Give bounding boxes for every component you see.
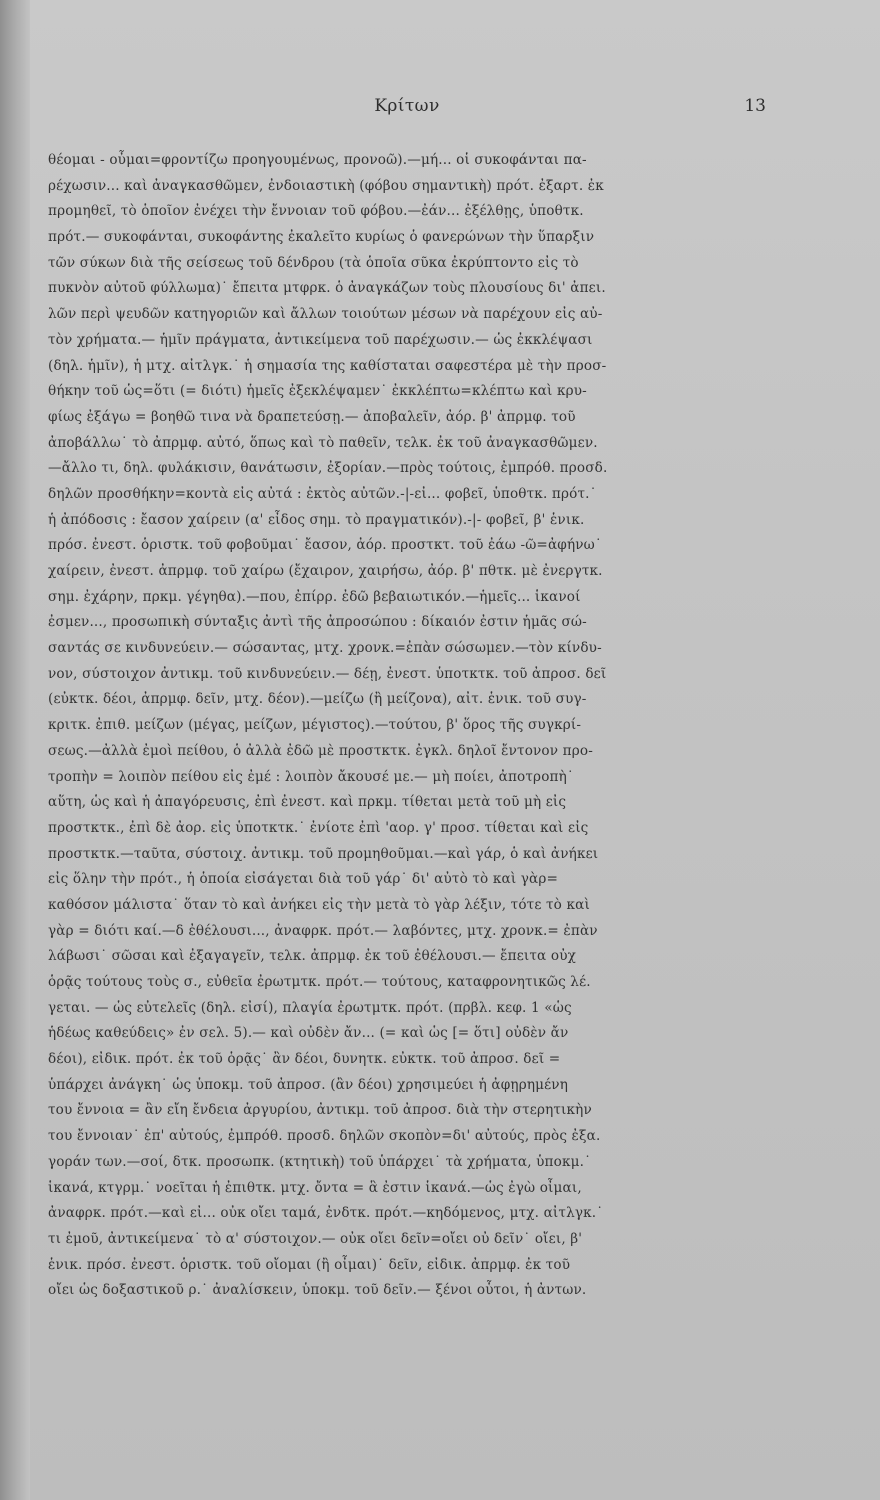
- text-line: ἀναφρκ. πρότ.—καὶ εἰ... οὐκ οἴει ταμά, ἐνδτκ. πρότ.—κηδόμενος, μτχ. αἰτλγκ.˙: [48, 1205, 604, 1222]
- text-line: τῶν σύκων διὰ τῆς σείσεως τοῦ δένδρου (τὰ ὁποῖα σῦκα ἐκρύπτοντο εἰς τὸ: [48, 254, 579, 271]
- text-line: φίως ἐξάγω = βοηθῶ τινα νὰ δραπετεύσῃ.— ἀποβαλεῖν, ἀόρ. β' ἀπρμφ. τοῦ: [48, 408, 576, 425]
- text-line: πρόσ. ἐνεστ. ὁριστκ. τοῦ φοβοῦμαι˙ ἔασον, ἀόρ. προστκτ. τοῦ ἐάω -ῶ=ἀφήνω˙: [48, 537, 602, 554]
- text-line: γοράν των.—σοί, δτκ. προσωπκ. (κτητικὴ) τοῦ ὑπάρχει˙ τὰ χρήματα, ὑποκμ.˙: [48, 1153, 592, 1170]
- text-line: του ἔννοιαν˙ ἐπ' αὐτούς, ἐμπρόθ. προσδ. δηλῶν σκοπὸν=δι' αὐτούς, πρὸς ἐξα.: [48, 1128, 601, 1145]
- text-line: δηλῶν προσθήκην=κοντὰ εἰς αὐτά : ἐκτὸς αὐτῶν.-|-εἰ... φοβεῖ, ὑποθτκ. πρότ.˙: [48, 485, 597, 502]
- text-line: σεως.—ἀλλὰ ἐμοὶ πείθου, ὁ ἀλλὰ ἐδῶ μὲ προστκτκ. ἐγκλ. δηλοῖ ἔντονον προ-: [48, 742, 593, 759]
- text-line: τὸν χρήματα.— ἡμῖν πράγματα, ἀντικείμενα τοῦ παρέχωσιν.— ὡς ἐκκλέψασι: [48, 331, 593, 348]
- text-line: πρότ.— συκοφάνται, συκοφάντης ἐκαλεῖτο κυρίως ὁ φανερώνων τὴν ὕπαρξιν: [48, 229, 595, 246]
- text-line: γεται. — ὡς εὐτελεῖς (δηλ. εἰσί), πλαγία ἐρωτμτκ. πρότ. (πρβλ. κεφ. 1 «ὡς: [48, 999, 572, 1016]
- text-line: χαίρειν, ἐνεστ. ἀπρμφ. τοῦ χαίρω (ἔχαιρον, χαιρήσω, ἀόρ. β' πθτκ. μὲ ἐνεργτκ.: [48, 563, 603, 579]
- text-line: σαντάς σε κινδυνεύειν.— σώσαντας, μτχ. χρονκ.=ἐπὰν σώσωμεν.—τὸν κίνδυ-: [48, 640, 602, 657]
- text-line: τι ἐμοῦ, ἀντικείμενα˙ τὸ α' σύστοιχον.— οὐκ οἴει δεῖν=οἴει οὐ δεῖν˙ οἴει, β': [48, 1230, 583, 1247]
- text-line: σημ. ἐχάρην, πρκμ. γέγηθα).—που, ἐπίρρ. ἐδῶ βεβαιωτικόν.—ἡμεῖς... ἱκανοί: [48, 588, 581, 605]
- running-title: Κρίτων: [374, 96, 440, 116]
- text-line: προστκτκ., ἐπὶ δὲ ἀορ. εἰς ὑποτκτκ.˙ ἐνίοτε ἐπὶ 'αορ. γ' προσ. τίθεται καὶ εἰς: [48, 819, 589, 836]
- text-line: λῶν περὶ ψευδῶν κατηγοριῶν καὶ ἄλλων τοιούτων μέσων νὰ παρέχουν εἰς αὐ-: [48, 306, 603, 323]
- text-line: προστκτκ.—ταῦτα, σύστοιχ. ἀντικμ. τοῦ προμηθοῦμαι.—καὶ γάρ, ὁ καὶ ἀνήκει: [48, 845, 599, 862]
- text-line: προμηθεῖ, τὸ ὁποῖον ἐνέχει τὴν ἔννοιαν τοῦ φόβου.—ἐάν... ἐξέλθῃς, ὑποθτκ.: [48, 203, 584, 220]
- text-line: δέοι), εἰδικ. πρότ. ἐκ τοῦ ὁρᾷς˙ ἂν δέοι, δυνητκ. εὐκτκ. τοῦ ἀπροσ. δεῖ =: [48, 1051, 561, 1068]
- text-line: ἡδέως καθεύδεις» ἐν σελ. 5).— καὶ οὐδὲν ἄν... (= καὶ ὡς [= ὅτι] οὐδὲν ἄν: [48, 1025, 569, 1042]
- text-line: θήκην τοῦ ὡς=ὅτι (= διότι) ἡμεῖς ἐξεκλέψαμεν˙ ἐκκλέπτω=κλέπτω καὶ κρυ-: [48, 383, 587, 400]
- text-line: κριτκ. ἐπιθ. μείζων (μέγας, μείζων, μέγιστος).—τούτου, β' ὅρος τῆς συγκρί-: [48, 717, 582, 734]
- text-line: οἴει ὡς δοξαστικοῦ ρ.˙ ἀναλίσκειν, ὑποκμ. τοῦ δεῖν.— ξένοι οὗτοι, ἡ ἀντων.: [48, 1282, 587, 1299]
- text-line: πυκνὸν αὐτοῦ φύλλωμα)˙ ἔπειτα μτφρκ. ὁ ἀναγκάζων τοὺς πλουσίους δι' ἀπει.: [48, 280, 606, 297]
- text-line: εἰς ὅλην τὴν πρότ., ἡ ὁποία εἰσάγεται διὰ τοῦ γάρ˙ δι' αὐτὸ τὸ καὶ γὰρ=: [48, 871, 559, 888]
- text-line: νον, σύστοιχον ἀντικμ. τοῦ κινδυνεύειν.— δέῃ, ἐνεστ. ὑποτκτκ. τοῦ ἀπροσ. δεῖ: [48, 665, 607, 682]
- text-line: θέομαι - οὖμαι=φροντίζω προηγουμένως, προνοῶ).—μή... οἱ συκοφάνται πα-: [48, 152, 587, 168]
- text-line: του ἔννοια = ἂν εἴη ἔνδεια ἀργυρίου, ἀντικμ. τοῦ ἀπροσ. διὰ τὴν στερητικὴν: [48, 1102, 592, 1119]
- text-line: ἐσμεν..., προσωπικὴ σύνταξις ἀντὶ τῆς ἀπροσώπου : δίκαιόν ἐστιν ἡμᾶς σώ-: [48, 614, 587, 631]
- text-line: ρέχωσιν... καὶ ἀναγκασθῶμεν, ἐνδοιαστικὴ (φόβου σημαντικὴ) πρότ. ἐξαρτ. ἐκ: [48, 177, 604, 194]
- text-line: καθόσον μάλιστα˙ ὅταν τὸ καὶ ἀνήκει εἰς τὴν μετὰ τὸ γὰρ λέξιν, τότε τὸ καὶ: [48, 896, 590, 913]
- page-header: [48, 96, 766, 126]
- text-line: ἡ ἀπόδοσις : ἔασον χαίρειν (α' εἶδος σημ. τὸ πραγματικόν).-|- φοβεῖ, β' ἑνικ.: [48, 511, 585, 528]
- text-line: ὑπάρχει ἀνάγκη˙ ὡς ὑποκμ. τοῦ ἀπροσ. (ἂν δέοι) χρησιμεύει ἡ ἀφῃρημένη: [48, 1076, 569, 1093]
- text-line: ἀποβάλλω˙ τὸ ἀπρμφ. αὐτό, ὅπως καὶ τὸ παθεῖν, τελκ. ἐκ τοῦ ἀναγκασθῶμεν.: [48, 434, 598, 451]
- text-line: —ἄλλο τι, δηλ. φυλάκισιν, θανάτωσιν, ἐξορίαν.—πρὸς τούτοις, ἐμπρόθ. προσδ.: [48, 460, 608, 477]
- text-line: τροπὴν = λοιπὸν πείθου εἰς ἐμέ : λοιπὸν ἄκουσέ με.— μὴ ποίει, ἀποτροπὴ˙: [48, 768, 574, 785]
- text-line: ἱκανά, κτγρμ.˙ νοεῖται ἡ ἐπιθτκ. μτχ. ὄντα = ἃ ἐστιν ἱκανά.—ὡς ἐγὼ οἶμαι,: [48, 1179, 582, 1196]
- text-line: (δηλ. ἡμῖν), ἡ μτχ. αἰτλγκ.˙ ἡ σημασία της καθίσταται σαφεστέρα μὲ τὴν προσ-: [48, 357, 607, 374]
- text-line: ἑνικ. πρόσ. ἐνεστ. ὁριστκ. τοῦ οἴομαι (ἢ οἶμαι)˙ δεῖν, εἰδικ. ἀπρμφ. ἐκ τοῦ: [48, 1256, 571, 1273]
- commentary-text: [48, 148, 766, 1304]
- text-line: λάβωσι˙ σῶσαι καὶ ἐξαγαγεῖν, τελκ. ἀπρμφ. ἐκ τοῦ ἐθέλουσι.— ἔπειτα οὐχ: [48, 948, 576, 965]
- text-line: γὰρ = διότι καί.—δ ἐθέλουσι..., ἀναφρκ. πρότ.— λαβόντες, μτχ. χρονκ.= ἐπὰν: [48, 922, 598, 939]
- text-line: ὁρᾷς τούτους τοὺς σ., εὐθεῖα ἐρωτμτκ. πρότ.— τούτους, καταφρονητικῶς λέ.: [48, 974, 591, 990]
- text-line: (εὐκτκ. δέοι, ἀπρμφ. δεῖν, μτχ. δέον).—μείζω (ἢ μείζονα), αἰτ. ἑνικ. τοῦ συγ-: [48, 691, 587, 708]
- page-number: 13: [744, 96, 766, 116]
- page-gutter-shadow: [0, 0, 30, 1500]
- text-line: αὕτη, ὡς καὶ ἡ ἀπαγόρευσις, ἐπὶ ἐνεστ. καὶ πρκμ. τίθεται μετὰ τοῦ μὴ εἰς: [48, 794, 567, 811]
